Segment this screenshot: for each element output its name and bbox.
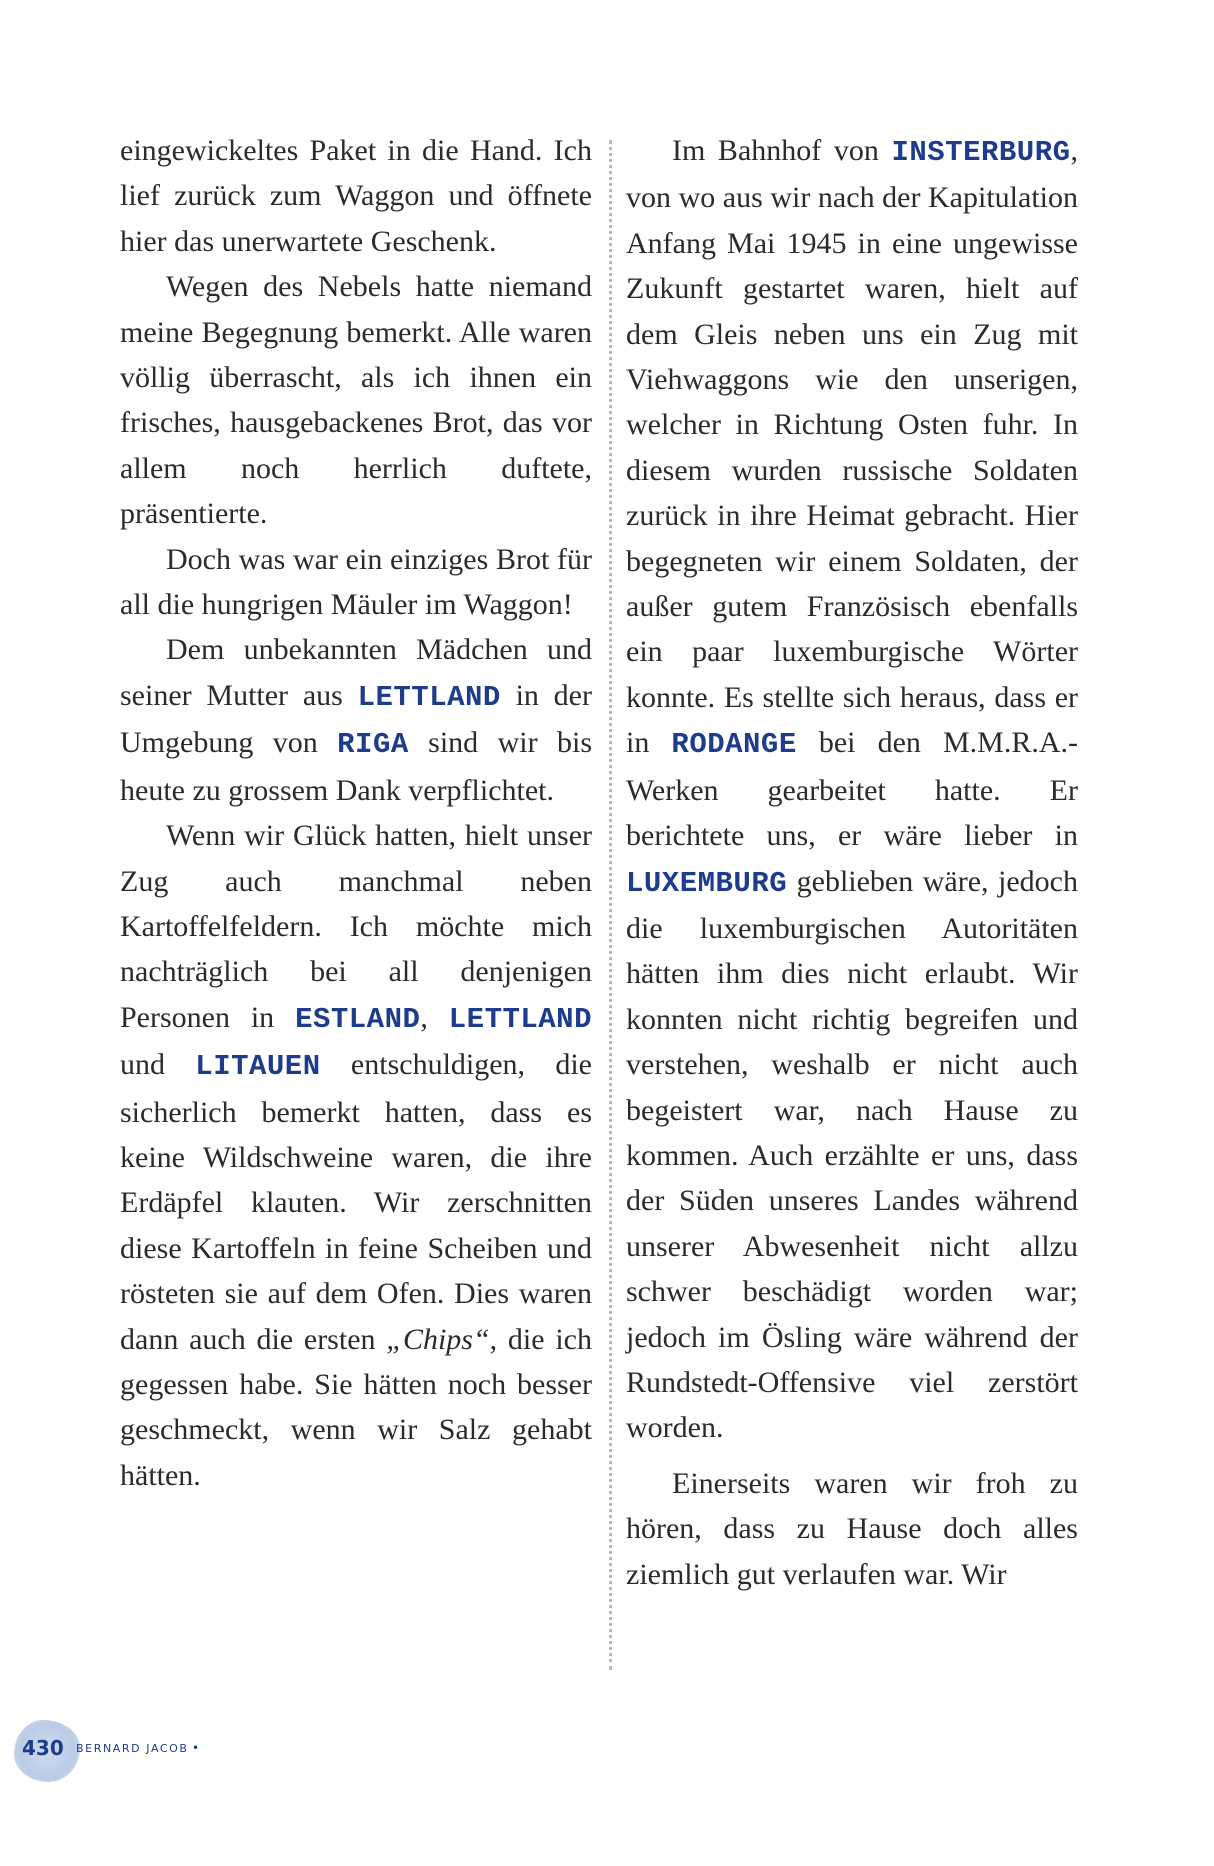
paragraph: eingewickeltes Paket in die Hand. Ich lief zurück zum Waggon und öffnete hier das unerwartete Geschenk. — [120, 134, 592, 258]
paragraph — [626, 128, 1078, 1451]
right-column — [626, 128, 1078, 1597]
emphasis: „Chips“ — [386, 1322, 490, 1356]
text-run: , — [420, 1000, 449, 1034]
text-run: Im Bahnhof von — [672, 134, 892, 167]
page-footer — [14, 1720, 314, 1784]
column-divider — [609, 140, 612, 1670]
place-name: LETTLAND — [448, 1002, 592, 1036]
left-column — [120, 128, 592, 1498]
text-run: , von wo aus wir nach der Kapitulation Anfang Mai 1945 in eine ungewisse Zukunft gestartet waren, hielt auf dem Gleis neben uns ein Zug mit Viehwaggons wie den unserigen, welcher in Richtung Osten fuhr. In diesem wurden russische Soldaten zurück in ihre Heimat gebracht. Hier begegneten wir einem Soldaten, der außer gutem Französisch ebenfalls ein paar luxemburgische Wörter konnte. Es stellte sich heraus, dass er in — [626, 134, 1078, 760]
text-run: , die ich gegessen habe. Sie hätten noch besser geschmeckt, wenn wir Salz gehabt hätten. — [120, 1322, 592, 1492]
place-name: ESTLAND — [295, 1002, 421, 1036]
text-run: in der Umgebung von — [120, 678, 592, 760]
text-run: sind wir bis heute zu grossem Dank verpflichtet. — [120, 726, 592, 807]
paragraph: Wegen des Nebels hatte niemand meine Begegnung bemerkt. Alle waren völlig überrascht, als ich ihnen ein frisches, hausgebackenes Brot, das vor allem noch herrlich duftete, präsentierte. — [120, 270, 592, 531]
text-run: und — [120, 1048, 196, 1082]
paragraph — [120, 627, 592, 813]
paragraph: Doch was war ein einziges Brot für all die hungrigen Mäuler im Waggon! — [120, 542, 592, 622]
text-run: bei den M.M.R.A.-Werken gearbeitet hatte. Er berichtete uns, er wäre lieber in — [626, 726, 1078, 853]
bullet-icon: • — [192, 1741, 200, 1755]
text-run: geblieben wäre, jedoch die luxemburgischen Autoritäten hätten ihm dies nicht erlaubt. Wir konnten nicht richtig begreifen und verstehen, weshalb er nicht auch begeistert war, nach Hause zu kommen. Auch erzählte er uns, dass der Süden unseres Landes während unserer Abwesenheit nicht allzu schwer beschädigt worden war; jedoch im Ösling wäre während der Rundstedt-Offensive viel zerstört worden. — [626, 864, 1078, 1445]
place-name: RODANGE — [671, 728, 797, 762]
place-name: INSTERBURG — [891, 136, 1071, 169]
text-run: Wenn wir Glück hatten, hielt unser Zug auch manchmal neben Kartoffelfeldern. Ich möchte mich nachträglich bei all denjenigen Personen in — [120, 819, 592, 1034]
paragraph — [120, 813, 592, 1498]
text-run: entschuldigen, die sicherlich bemerkt hatten, dass es keine Wildschweine waren, die ihre Erdäpfel klauten. Wir zerschnitten diese Kartoffeln in feine Scheiben und rösteten sie auf dem Ofen. Dies waren dann auch die ersten — [120, 1048, 592, 1356]
place-name: RIGA — [337, 728, 409, 762]
place-name: LUXEMBURG — [626, 866, 788, 900]
place-name: LITAUEN — [195, 1050, 321, 1084]
author-name: BERNARD JACOB — [76, 1742, 189, 1755]
paragraph: Einerseits waren wir froh zu hören, dass zu Hause doch alles ziemlich gut verlaufen war. Wir — [626, 1466, 1078, 1591]
page-number: 430 — [22, 1736, 64, 1760]
place-name: LETTLAND — [357, 680, 501, 714]
text-run: Dem unbekannten Mädchen und seiner Mutter aus — [120, 633, 592, 712]
